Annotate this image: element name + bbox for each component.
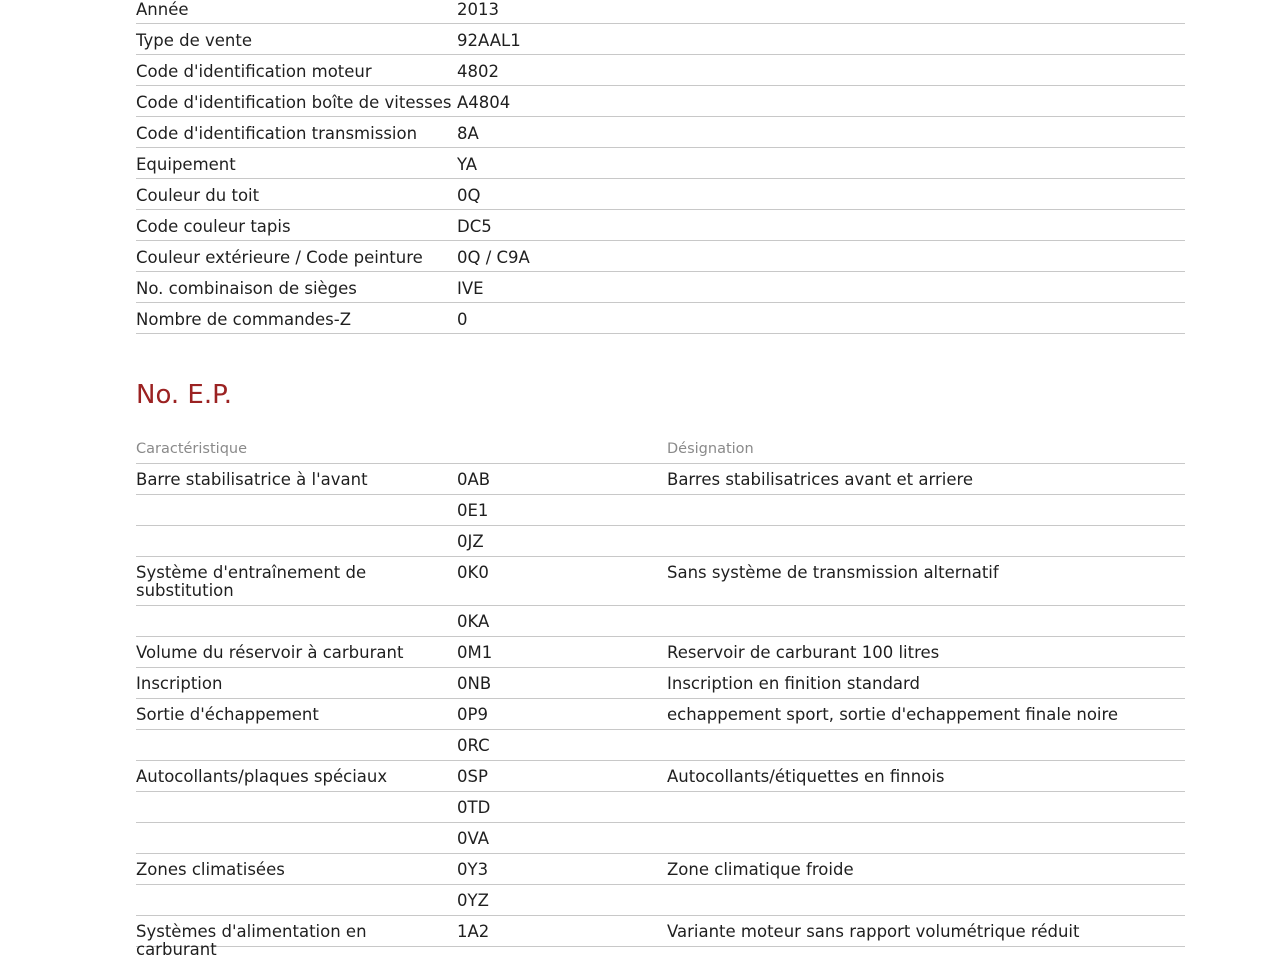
row-code: 0YZ <box>457 891 489 910</box>
spec-value: 8A <box>457 124 479 143</box>
table-row <box>136 699 1185 730</box>
spec-row-code-boite <box>136 86 1185 117</box>
spec-row-code-transmission <box>136 117 1185 148</box>
spec-label: Code d'identification moteur <box>136 62 372 81</box>
header-characteristic: Caractéristique <box>136 441 248 457</box>
table-row <box>136 823 1185 854</box>
row-designation: echappement sport, sortie d'echappement finale noire <box>667 705 1119 724</box>
spec-label: Nombre de commandes-Z <box>136 310 352 329</box>
row-code: 0SP <box>457 767 488 786</box>
spec-row-couleur-toit <box>136 179 1185 210</box>
row-designation: Zone climatique froide <box>667 860 854 879</box>
table-row <box>136 557 1185 606</box>
table-row <box>136 526 1185 557</box>
row-designation: Autocollants/étiquettes en finnois <box>667 767 945 786</box>
spec-row-couleur-exterieure <box>136 241 1185 272</box>
spec-value: YA <box>457 155 478 174</box>
table-row <box>136 854 1185 885</box>
row-designation: Variante moteur sans rapport volumétrique réduit <box>667 922 1080 941</box>
header-designation: Désignation <box>667 441 754 457</box>
row-characteristic: Zones climatisées <box>136 860 285 879</box>
row-designation: Sans système de transmission alternatif <box>667 563 999 582</box>
spec-label: Code couleur tapis <box>136 217 291 236</box>
row-code: 0NB <box>457 674 492 693</box>
row-code: 0TD <box>457 798 491 817</box>
row-code: 0P9 <box>457 705 488 724</box>
table-row <box>136 792 1185 823</box>
spec-row-code-moteur <box>136 55 1185 86</box>
row-designation: Reservoir de carburant 100 litres <box>667 643 940 662</box>
spec-label: Type de vente <box>136 31 253 50</box>
row-characteristic: Systèmes d'alimentation en carburant <box>136 922 367 959</box>
row-code: 0E1 <box>457 501 489 520</box>
spec-value: 92AAL1 <box>457 31 521 50</box>
table-row <box>136 637 1185 668</box>
spec-row-annee <box>136 0 1185 24</box>
ep-table <box>136 433 1185 959</box>
table-row <box>136 761 1185 792</box>
spec-label: Equipement <box>136 155 236 174</box>
spec-row-equipement <box>136 148 1185 179</box>
row-code: 0VA <box>457 829 490 848</box>
row-code: 0RC <box>457 736 490 755</box>
spec-value: DC5 <box>457 217 492 236</box>
spec-value: A4804 <box>457 93 511 112</box>
vehicle-data-page <box>136 0 1185 959</box>
spec-row-combinaison-sieges <box>136 272 1185 303</box>
table-row <box>136 916 1185 959</box>
spec-value: 2013 <box>457 0 499 19</box>
row-code: 0KA <box>457 612 490 631</box>
vehicle-spec-table <box>136 0 1185 334</box>
row-code: 0JZ <box>457 532 484 551</box>
spec-value: IVE <box>457 279 484 298</box>
table-row <box>136 495 1185 526</box>
spec-value: 0Q <box>457 186 481 205</box>
table-row <box>136 606 1185 637</box>
row-characteristic: Volume du réservoir à carburant <box>136 643 404 662</box>
row-code: 0Y3 <box>457 860 489 879</box>
spec-label: Couleur du toit <box>136 186 260 205</box>
spec-label: Année <box>136 0 189 19</box>
row-characteristic: Système d'entraînement de substitution <box>136 563 367 600</box>
row-characteristic: Autocollants/plaques spéciaux <box>136 767 388 786</box>
row-code: 0AB <box>457 470 491 489</box>
table-row <box>136 730 1185 761</box>
spec-label: No. combinaison de sièges <box>136 279 357 298</box>
table-row <box>136 885 1185 916</box>
row-code: 0K0 <box>457 563 489 582</box>
row-designation: Inscription en finition standard <box>667 674 921 693</box>
spec-row-couleur-tapis <box>136 210 1185 241</box>
spec-value: 4802 <box>457 62 499 81</box>
row-characteristic: Sortie d'échappement <box>136 705 319 724</box>
spec-row-type-de-vente <box>136 24 1185 55</box>
spec-row-commandes-z <box>136 303 1185 334</box>
row-designation: Barres stabilisatrices avant et arriere <box>667 470 974 489</box>
spec-label: Code d'identification transmission <box>136 124 418 143</box>
spec-label: Code d'identification boîte de vitesses <box>136 93 452 112</box>
ep-table-header <box>136 433 1185 464</box>
section-title-ep: No. E.P. <box>136 380 233 410</box>
row-characteristic: Barre stabilisatrice à l'avant <box>136 470 368 489</box>
row-code: 1A2 <box>457 922 490 941</box>
table-row <box>136 464 1185 495</box>
row-code: 0M1 <box>457 643 493 662</box>
table-row <box>136 668 1185 699</box>
spec-value: 0Q / C9A <box>457 248 530 267</box>
spec-value: 0 <box>457 310 468 329</box>
row-characteristic: Inscription <box>136 674 223 693</box>
spec-label: Couleur extérieure / Code peinture <box>136 248 423 267</box>
